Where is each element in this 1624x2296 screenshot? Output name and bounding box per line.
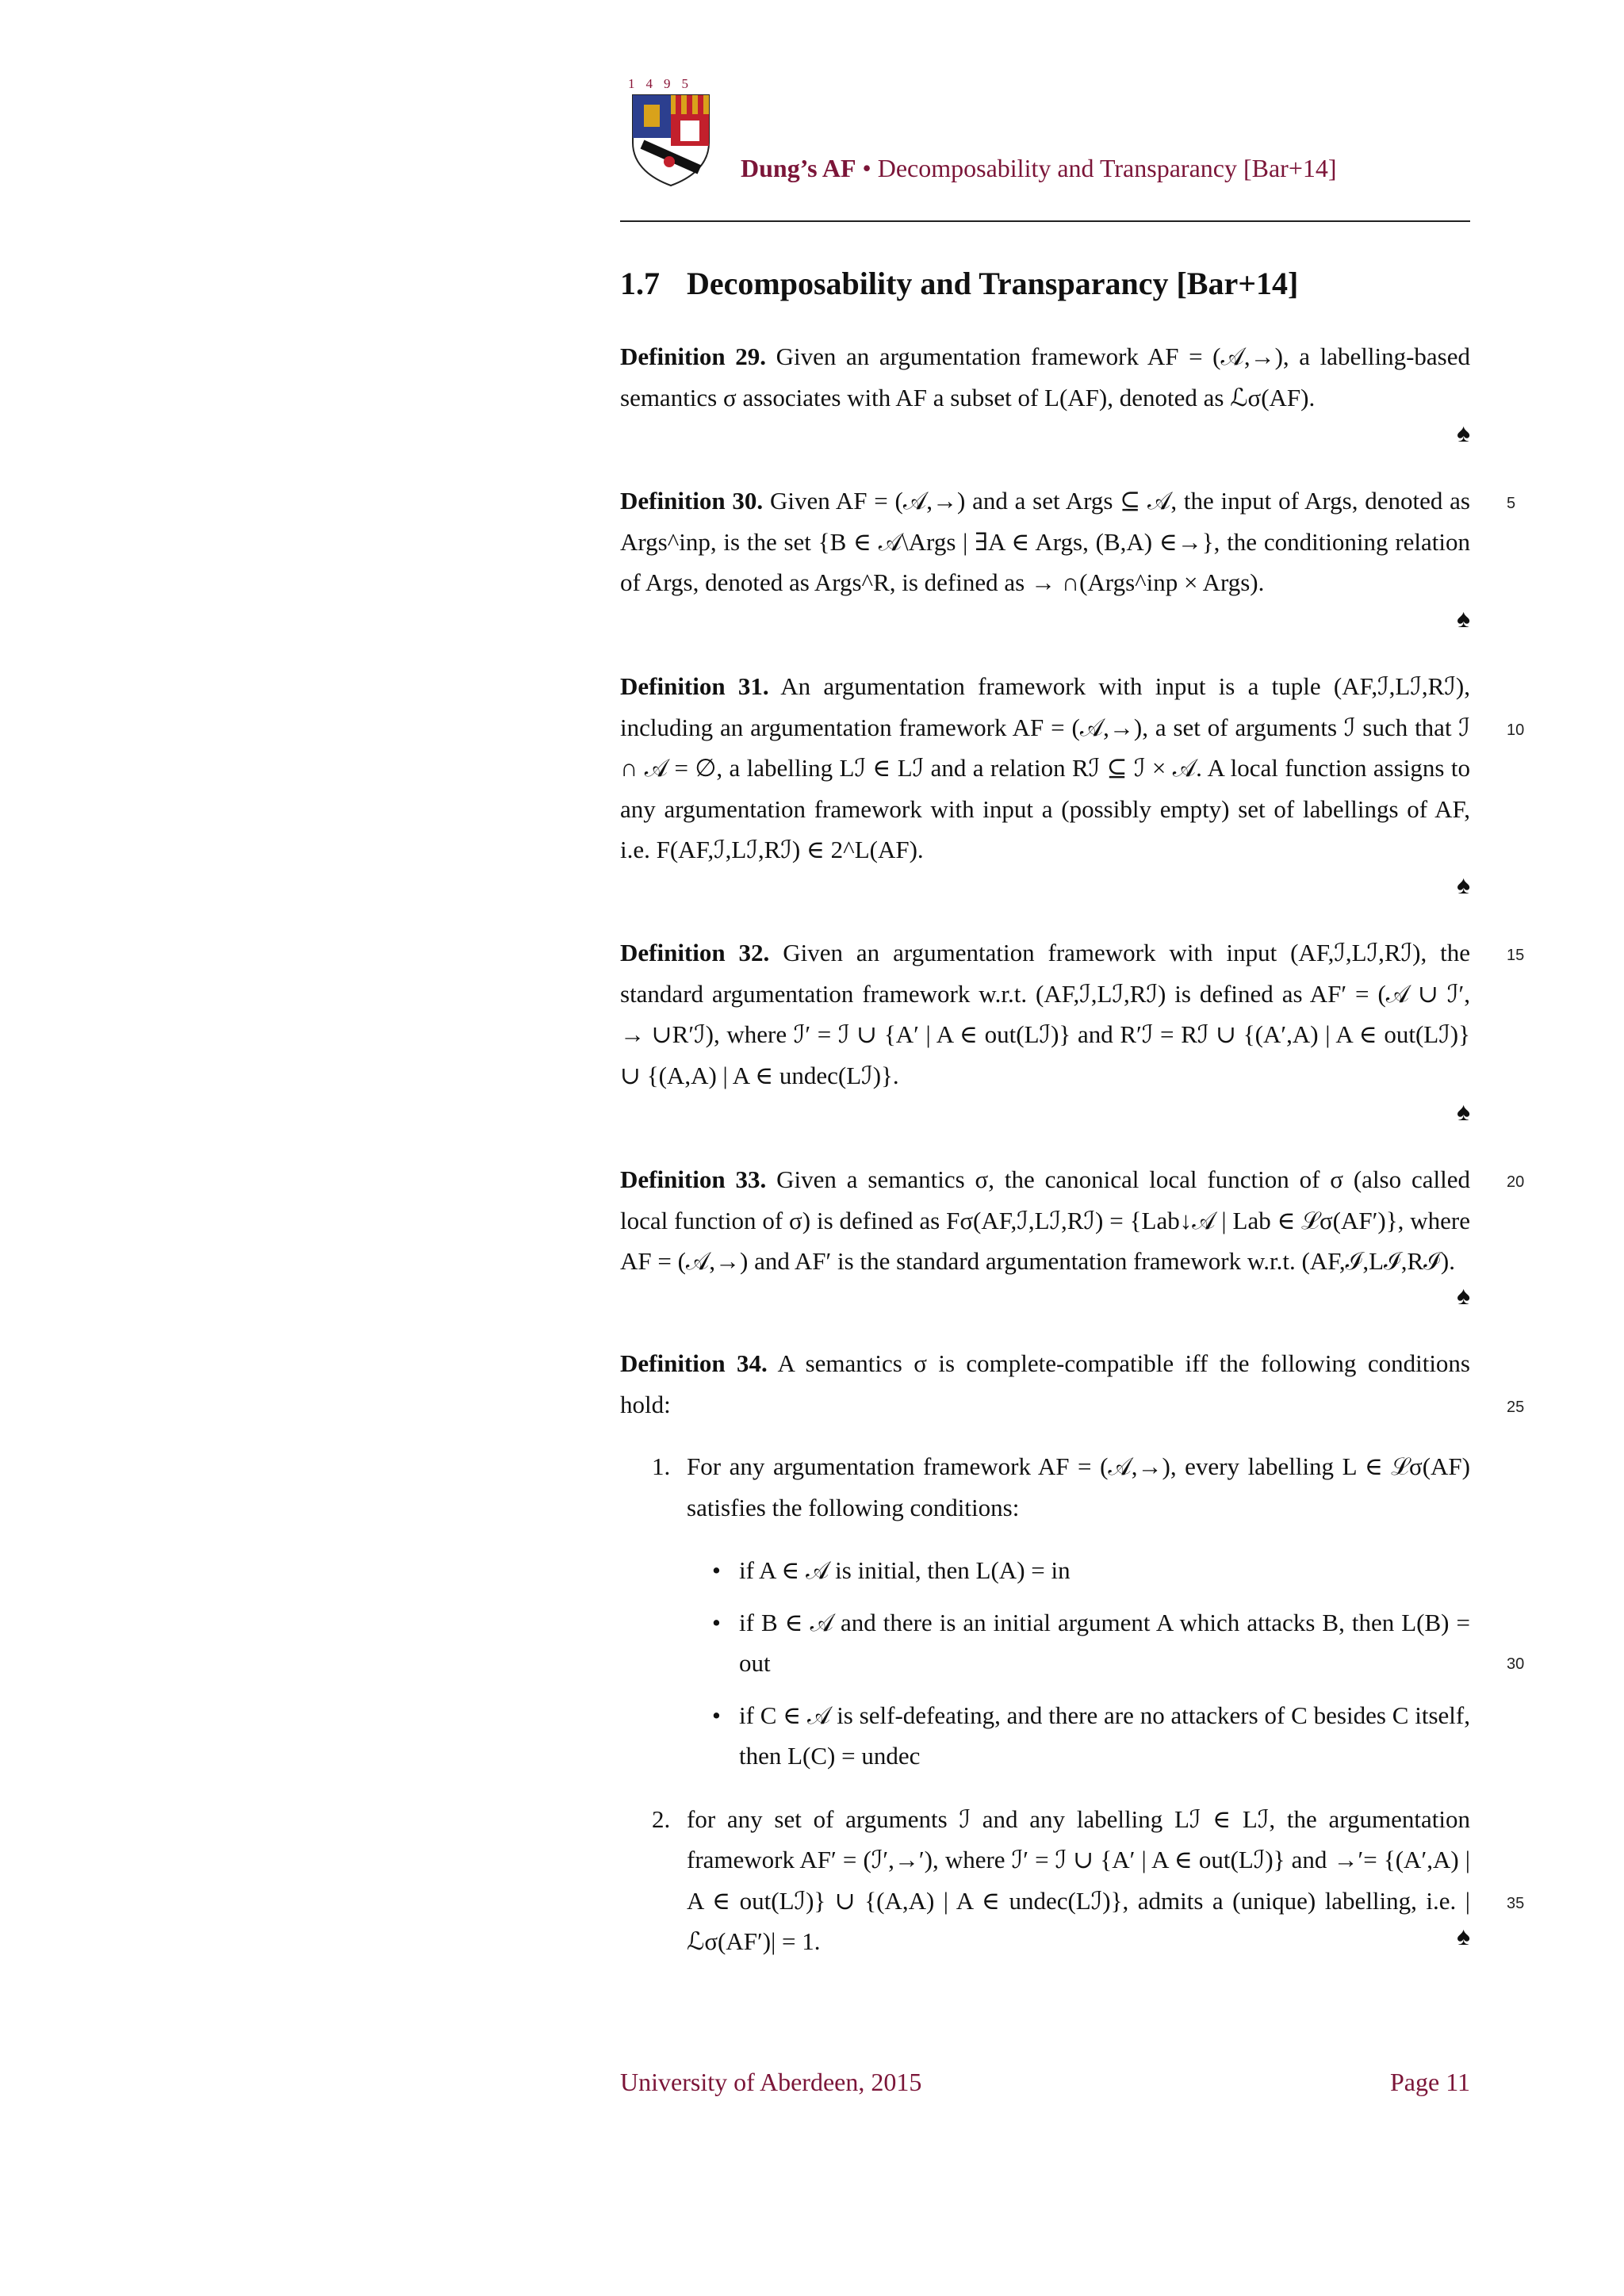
line-number: 10 (1507, 721, 1525, 739)
definition-text: An argumentation framework with input is a tuple (AF,ℐ,Lℐ,Rℐ), including an argumentation framework AF = (𝒜,→), a set of arguments ℐ such that ℐ ∩ 𝒜 = ∅, a labelling Lℐ ∈ Lℐ and a relation Rℐ ⊆ ℐ × 𝒜. A local function assigns to any argumentation framework with input a (possibly empty) set of labellings of AF, i.e. F(AF,ℐ,Lℐ,Rℐ) ∈ 2^L(AF). (620, 672, 1470, 863)
bullet-icon: • (712, 1701, 721, 1729)
list-item-text: For any argumentation framework AF = (𝒜,→), every labelling L ∈ ℒσ(AF) satisfies the following conditions: (687, 1452, 1470, 1521)
bullet-icon: • (712, 1608, 721, 1636)
definition-31 (620, 666, 1470, 871)
footer-university: University of Aberdeen, 2015 (620, 2068, 922, 2096)
qed-icon: ♠ (1457, 604, 1470, 633)
line-number: 35 (1507, 1895, 1525, 1912)
conditions-list (652, 1446, 1470, 1962)
section-number: 1.7 (620, 266, 660, 301)
line-number: 25 (1507, 1399, 1525, 1416)
list-item: 1. For any argumentation framework AF = (𝒜,→), every labelling L ∈ ℒσ(AF) satisfies the following conditions: (652, 1452, 1470, 1521)
list-subitem (712, 1695, 1470, 1777)
definition-label: Definition 31. (620, 672, 769, 700)
running-header (741, 154, 1337, 183)
list-subitem (712, 1602, 1470, 1684)
list-subitem (712, 1550, 1470, 1591)
definition-label: Definition 34. (620, 1349, 768, 1377)
definition-text: Given an argumentation framework AF = (𝒜,→), a labelling-based semantics σ associates with AF a subset of L(AF), denoted as ℒσ(AF). (620, 342, 1471, 411)
qed-icon: ♠ (1457, 1281, 1470, 1310)
definition-label: Definition 32. (620, 939, 770, 966)
header-title-rest: • Decomposability and Transparancy [Bar+14] (856, 154, 1337, 182)
list-subitem-text: if B ∈ 𝒜 and there is an initial argument A which attacks B, then L(B) = out (739, 1608, 1470, 1677)
bullet-icon: • (712, 1556, 721, 1584)
qed-icon: ♠ (1457, 419, 1470, 447)
definition-30 (620, 480, 1470, 603)
definition-text: Given AF = (𝒜,→) and a set Args ⊆ 𝒜, the input of Args, denoted as Args^inp, is the set {B ∈ 𝒜\Args | ∃A ∈ Args, (B,A) ∈→}, the conditioning relation of Args, denoted as Args^R, is defined as → ∩(Args^inp × Args). (620, 487, 1470, 596)
page-number: Page 11 (1389, 2068, 1470, 2096)
list-subitem-text: if C ∈ 𝒜 is self-defeating, and there are no attackers of C besides C itself, then L(C) = undec (739, 1701, 1470, 1770)
qed-icon: ♠ (1457, 1922, 1470, 1950)
definition-text: Given a semantics σ, the canonical local function of σ (also called local function of σ) is defined as Fσ(AF,ℐ,Lℐ,Rℐ) = {Lab↓𝒜 | Lab ∈ ℒσ(AF′)}, where AF = (𝒜,→) and AF′ is the standard argumentation framework w.r.t. (AF,ℐ,Lℐ,Rℐ). (620, 1165, 1470, 1275)
line-number: 30 (1507, 1655, 1525, 1673)
definition-label: Definition 29. (620, 342, 766, 370)
definition-text: Given an argumentation framework with input (AF,ℐ,Lℐ,Rℐ), the standard argumentation framework w.r.t. (AF,ℐ,Lℐ,Rℐ) is defined as AF′ = (𝒜 ∪ ℐ′, → ∪R′ℐ), where ℐ′ = ℐ ∪ {A′ | A ∈ out(Lℐ)} and R′ℐ = Rℐ ∪ {(A′,A) | A ∈ out(Lℐ)} ∪ {(A,A) | A ∈ undec(Lℐ)}. (620, 939, 1470, 1089)
definition-text: A semantics σ is complete-compatible iff the following conditions hold: (620, 1349, 1470, 1418)
header-title-bold: Dung’s AF (741, 154, 856, 182)
header-rule (620, 220, 1470, 222)
definition-label: Definition 30. (620, 487, 764, 515)
definition-29 (620, 336, 1470, 418)
definition-34 (620, 1343, 1470, 1425)
line-number: 20 (1507, 1173, 1525, 1191)
crest-year: 1495 (628, 76, 699, 91)
list-subitem-text: if A ∈ 𝒜 is initial, then L(A) = in (739, 1556, 1071, 1584)
definition-33 (620, 1159, 1470, 1282)
line-number: 15 (1507, 947, 1525, 964)
definition-label: Definition 33. (620, 1165, 767, 1193)
qed-icon: ♠ (1457, 1097, 1470, 1126)
section-title: Decomposability and Transparancy [Bar+14] (687, 266, 1299, 301)
line-number: 5 (1507, 495, 1516, 512)
definition-32 (620, 932, 1470, 1096)
qed-icon: ♠ (1457, 871, 1470, 899)
list-item-text: for any set of arguments ℐ and any labelling Lℐ ∈ Lℐ, the argumentation framework AF′ = (ℐ′,→′), where ℐ′ = ℐ ∪ {A′ | A ∈ out(Lℐ)} and →′= {(A′,A) | A ∈ out(Lℐ)} ∪ {(A,A) | A ∈ undec(Lℐ)}, admits a (unique) labelling, i.e. |ℒσ(AF′)| = 1. (687, 1804, 1470, 1955)
list-item: 2. for any set of arguments ℐ and any labelling Lℐ ∈ Lℐ, the argumentation framework AF′ = (ℐ′,→′), where ℐ′ = ℐ ∪ {A′ | A ∈ out(Lℐ)} and →′= {(A′,A) | A ∈ out(Lℐ)} ∪ {(A,A) | A ∈ undec(Lℐ)}, admits a (unique) labelling, i.e. |ℒσ(AF′)| = 1. (652, 1804, 1470, 1955)
university-crest (628, 76, 715, 189)
crest-shield-icon (631, 94, 710, 187)
section-heading (620, 265, 1298, 302)
